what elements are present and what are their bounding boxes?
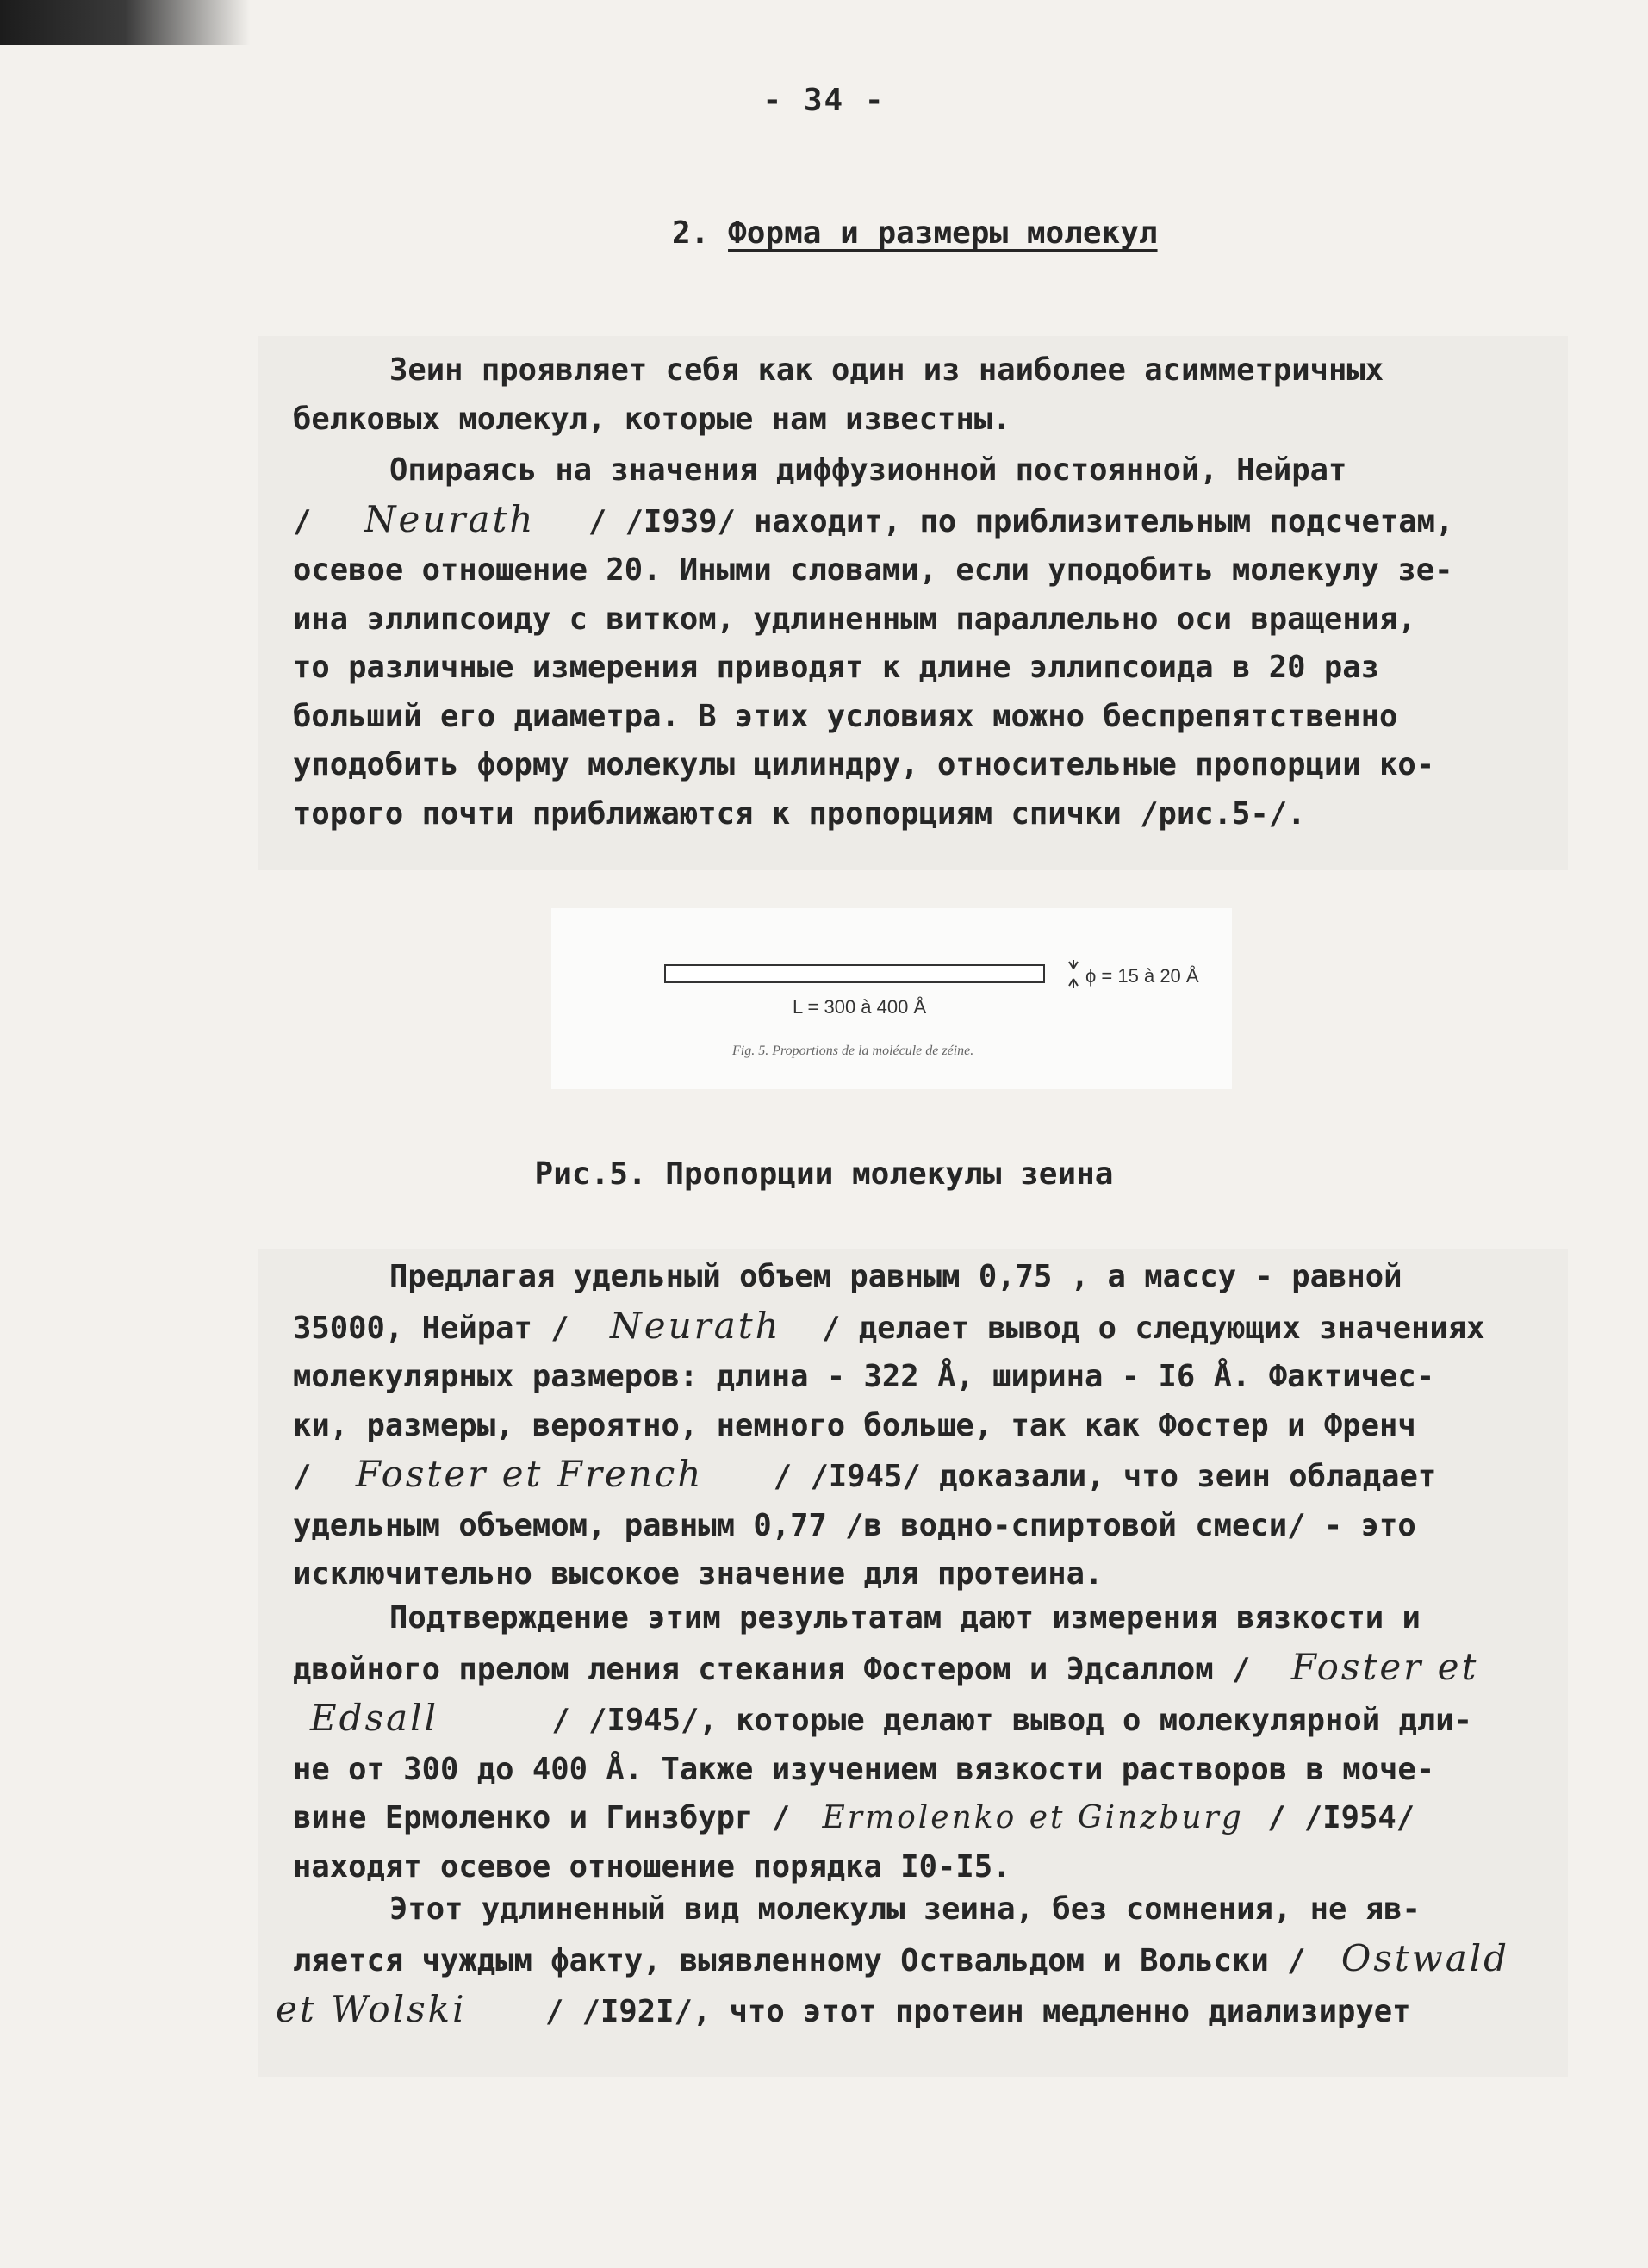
page-number: - 34 - [762,83,886,118]
text-line: Подтверждение этим результатам дают измерения вязкости и [389,1600,1421,1636]
scan-corner-mark [0,0,250,45]
handwritten-name: Foster et French [355,1453,704,1495]
text-line: Edsall / /I945/, которые делают вывод о молекулярной дли- [310,1697,1473,1739]
text-line: уподобить форму молекулы цилиндру, относительные пропорции ко- [293,747,1435,782]
handwritten-name: Ostwald [1340,1936,1510,1979]
text-line: не от 300 до 400 Å. Также изучением вязкости растворов в мoче- [293,1751,1435,1787]
text-line: Опираясь на значения диффузионной постоянной, Нейрат [389,452,1347,488]
figure-inset-caption: Fig. 5. Proportions de la molécule de zéine. [732,1044,974,1058]
figure-caption: Рис.5. Пропорции молекулы зеина [534,1156,1114,1192]
paragraph-dialysis [276,1885,1551,2037]
text-line: ки, размеры, вероятно, немного больше, так как Фостер и Френч [293,1407,1416,1443]
paragraph-diffusion [293,446,1551,838]
molecule-diagram [551,908,1232,1089]
text-line: Зеин проявляет себя как один из наиболее асимметричных [389,352,1384,388]
section-title [672,215,1158,251]
text-line: Предлагая удельный объем равным 0,75 , а массу - равной [389,1259,1402,1294]
text-line: двойного прелом ления стекания Фостером и Эдсаллом / Foster et [293,1645,1479,1688]
text-line: исключительно высокое значение для протеина. [293,1556,1104,1592]
handwritten-name: et Wolski [276,1988,467,2030]
text-line: 35000, Нейрат / Neurath / делает вывод о следующих значениях [293,1304,1485,1347]
length-label: L = 300 à 400 Å [793,996,927,1018]
angstrom-symbol: Å [1213,1359,1233,1394]
text-line: торого почти приближаются к пропорциям спички /рис.5-/. [293,795,1306,832]
handwritten-name: Neurath [364,497,536,540]
paragraph-intro [293,346,1551,444]
text-line: / Neurath / /I939/ находит, по приблизительным подсчетам, [293,497,1454,540]
text-line: белковых молекул, которые нам известны. [293,401,1011,437]
text-line: находят осевое отношение порядка I0-I5. [293,1848,1011,1885]
handwritten-name: Foster et [1290,1645,1479,1688]
section-number: 2. [672,215,710,251]
text-line: то различные измерения приводят к длине эллипсоида в 20 раз [293,650,1379,685]
text-line: вине Ермоленко и Гинзбург / Ermolenko et Ginzburg / /I954/ [293,1800,1415,1835]
handwritten-name: Edsall [310,1697,439,1739]
molecule-rod [665,965,1044,982]
text-line: Этот удлиненный вид молекулы зеина, без сомнения, не яв- [389,1891,1421,1927]
text-line: ина эллипсоиду с витком, удлиненным параллельно оси вращения, [293,601,1416,637]
handwritten-name: Ermolenko et Ginzburg [822,1800,1244,1835]
angstrom-symbol: Å [606,1751,625,1787]
paragraph-viscosity [293,1594,1551,1891]
text-line: больший его диаметра. В этих условиях можно беспрепятственно [293,698,1398,734]
diameter-label: ϕ = 15 à 20 Å [1085,965,1199,987]
figure-inset [551,908,1232,1089]
text-line: et Wolski / /I92I/, что этот протеин медленно диализирует [276,1988,1411,2030]
text-line: осевое отношение 20. Иными словами, если уподобить молекулу зе- [293,552,1453,588]
text-line: ляется чуждым факту, выявленному Оствальдом и Вольски / Ostwald [293,1936,1510,1979]
text-line: удельным объемом, равным 0,77 /в водно-спиртовой смеси/ - это [293,1507,1416,1543]
section-title-text: Форма и размеры молекул [728,215,1158,251]
text-line: / Foster et French / /I945/ доказали, что зеин обладает [293,1453,1437,1495]
angstrom-symbol: Å [937,1359,956,1394]
paragraph-dimensions [293,1253,1551,1599]
text-line: молекулярных размеров: длина - 322 Å, ширина - I6 Å. Фактичес- [293,1359,1435,1394]
handwritten-name: Neurath [609,1304,781,1347]
